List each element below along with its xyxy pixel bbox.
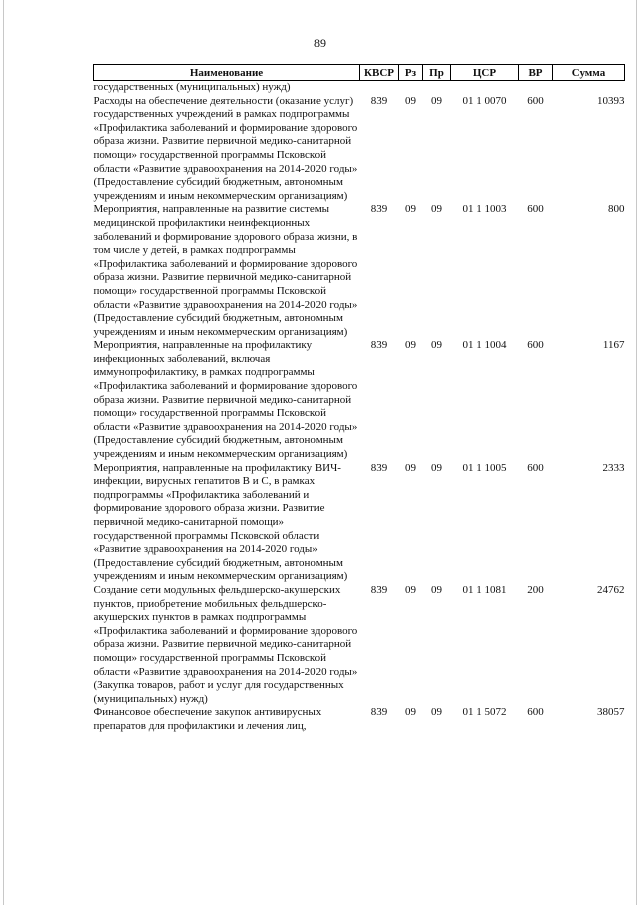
row-pr: 09 xyxy=(431,94,442,107)
row-rz: 09 xyxy=(405,94,416,107)
scan-edge-right xyxy=(636,0,637,905)
row-vr: 200 xyxy=(527,583,544,596)
row-vr xyxy=(519,81,553,95)
row-csr: 01 1 1003 xyxy=(462,203,507,216)
row-kvsr: 839 xyxy=(370,203,388,216)
table-row xyxy=(94,706,625,733)
row-name: Расходы на обеспечение деятельности (оказание услуг) государственных учреждений в рамках подпрограммы «Профилактика заболеваний и формирование здорового образа жизни. Развитие первичной медико-санитарной помощи» государственной программы Псковской области «Развитие здравоохранения на 2014-2020 годы» (Предоставление субсидий бюджетным, автономным учреждениям и иным некоммерческим организациям) xyxy=(93,94,358,202)
row-csr: 01 1 1005 xyxy=(462,461,507,474)
row-csr: 01 1 5072 xyxy=(462,706,507,719)
header-sum: Сумма xyxy=(553,65,625,81)
header-vr: ВР xyxy=(519,65,553,81)
row-pr: 09 xyxy=(431,461,442,474)
table-row xyxy=(94,584,625,706)
row-sum: 2333 xyxy=(602,461,625,474)
table-row xyxy=(94,462,625,584)
row-vr: 600 xyxy=(527,461,544,474)
row-vr: 600 xyxy=(527,339,544,352)
row-csr xyxy=(451,81,519,95)
scan-edge-left xyxy=(3,0,4,905)
row-pr: 09 xyxy=(431,583,442,596)
row-csr: 01 1 1081 xyxy=(462,583,507,596)
header-csr: ЦСР xyxy=(451,65,519,81)
row-sum: 800 xyxy=(608,203,625,216)
header-pr: Пр xyxy=(423,65,451,81)
row-sum: 38057 xyxy=(597,706,625,719)
row-name: Создание сети модульных фельдшерско-акушерских пунктов, приобретение мобильных фельдшерско-акушерских пунктов в рамках подпрограммы «Профилактика заболеваний и формирование здорового образа жизни. Развитие первичной медико-санитарной помощи» государственной программы Псковской области «Развитие здравоохранения на 2014-2020 годы» (Закупка товаров, работ и услуг для государственных (муниципальных) нужд) xyxy=(93,583,358,705)
row-sum: 24762 xyxy=(597,583,625,596)
row-name: Мероприятия, направленные на развитие системы медицинской профилактики неинфекционных заболеваний и формирование здорового образа жизни, в том числе у детей, в рамках подпрограммы «Профилактика заболеваний и формирование здорового образа жизни. Развитие первичной медико-санитарной помощи» государственной программы Псковской области «Развитие здравоохранения на 2014-2020 годы» (Предоставление субсидий бюджетным, автономным учреждениям и иным некоммерческим организациям) xyxy=(93,203,358,338)
row-vr: 600 xyxy=(527,203,544,216)
row-pr: 09 xyxy=(431,706,442,719)
row-rz xyxy=(399,81,423,95)
row-csr: 01 1 1004 xyxy=(462,339,507,352)
row-name: Мероприятия, направленные на профилактику ВИЧ-инфекции, вирусных гепатитов В и С, в рамках подпрограммы «Профилактика заболеваний и формирование здорового образа жизни. Развитие первичной медико-санитарной помощи» государственной программы Псковской области «Развитие здравоохранения на 2014-2020 годы» (Предоставление субсидий бюджетным, автономным учреждениям и иным некоммерческим организациям) xyxy=(93,461,348,583)
row-kvsr: 839 xyxy=(370,461,388,474)
row-name: государственных (муниципальных) нужд) xyxy=(93,81,291,93)
row-vr: 600 xyxy=(527,94,544,107)
row-kvsr: 839 xyxy=(370,583,388,596)
header-name: Наименование xyxy=(94,65,360,81)
table-row xyxy=(94,339,625,461)
budget-table xyxy=(93,64,625,734)
row-kvsr: 839 xyxy=(370,94,388,107)
row-rz: 09 xyxy=(405,706,416,719)
row-name: Финансовое обеспечение закупок антивирусных препаратов для профилактики и лечения лиц, xyxy=(93,706,322,732)
row-rz: 09 xyxy=(405,339,416,352)
table-row xyxy=(94,95,625,204)
row-rz: 09 xyxy=(405,203,416,216)
table-row xyxy=(94,81,625,95)
row-vr: 600 xyxy=(527,706,544,719)
row-csr: 01 1 0070 xyxy=(462,94,507,107)
header-kvsr: КВСР xyxy=(360,65,399,81)
row-pr: 09 xyxy=(431,203,442,216)
row-sum: 1167 xyxy=(602,339,625,352)
row-kvsr: 839 xyxy=(370,339,388,352)
header-rz: Рз xyxy=(399,65,423,81)
row-name: Мероприятия, направленные на профилактику инфекционных заболеваний, включая иммунопрофилактику, в рамках подпрограммы «Профилактика заболеваний и формирование здорового образа жизни. Развитие первичной медико-санитарной помощи» государственной программы Псковской области «Развитие здравоохранения на 2014-2020 годы» (Предоставление субсидий бюджетным, автономным учреждениям и иным некоммерческим организациям) xyxy=(93,339,358,461)
row-pr: 09 xyxy=(431,339,442,352)
page-number: 89 xyxy=(314,36,326,50)
row-sum xyxy=(553,81,625,95)
row-rz: 09 xyxy=(405,461,416,474)
row-sum: 10393 xyxy=(597,94,625,107)
table-header-row xyxy=(94,65,625,81)
table-row xyxy=(94,203,625,339)
row-pr xyxy=(423,81,451,95)
row-rz: 09 xyxy=(405,583,416,596)
row-kvsr xyxy=(360,81,399,95)
row-kvsr: 839 xyxy=(370,706,388,719)
